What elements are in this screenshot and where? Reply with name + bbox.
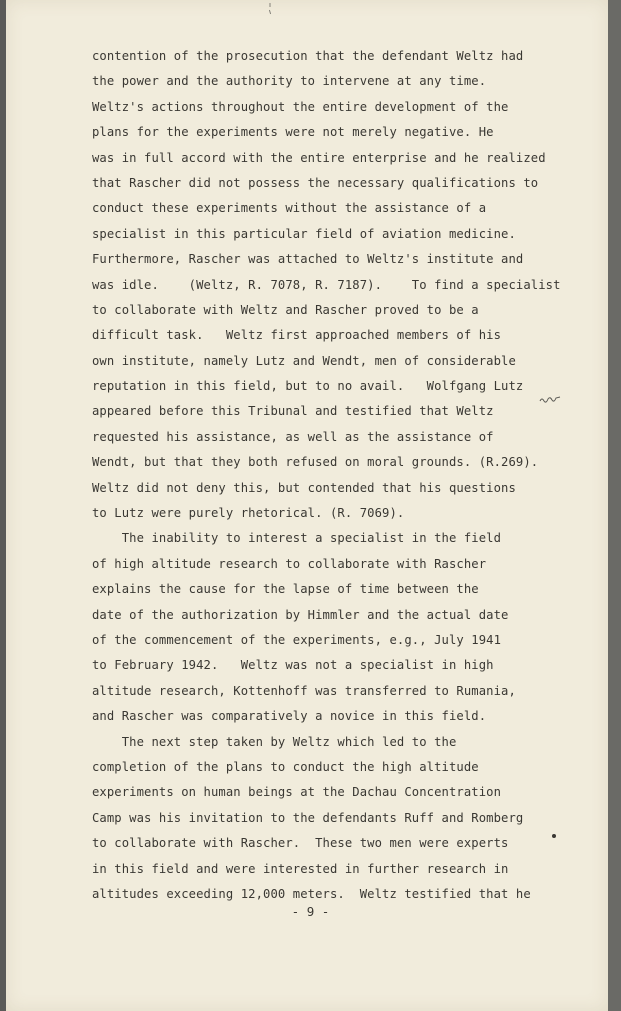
text-line: own institute, namely Lutz and Wendt, men of considerable [92, 353, 516, 368]
text-line: Weltz did not deny this, but contended that his questions [92, 480, 516, 495]
text-line: difficult task. Weltz first approached members of his [92, 328, 502, 343]
text-line: requested his assistance, as well as the assistance of [92, 429, 494, 444]
text-line: plans for the experiments were not merely negative. He [92, 125, 494, 140]
paragraph-3 [92, 730, 562, 908]
text-line: that Rascher did not possess the necessary qualifications to [92, 175, 539, 190]
text-line: explains the cause for the lapse of time between the [92, 582, 479, 597]
text-line: to collaborate with Rascher. These two men were experts [92, 836, 509, 851]
text-line: altitudes exceeding 12,000 meters. Weltz testified that he [92, 886, 531, 901]
margin-dot-icon [552, 834, 556, 838]
text-line: was idle. (Weltz, R. 7078, R. 7187). To find a specialist [92, 277, 561, 292]
page-number: - 9 - [291, 904, 330, 919]
text-line: to Lutz were purely rhetorical. (R. 7069). [92, 506, 405, 521]
text-line: date of the authorization by Himmler and the actual date [92, 607, 509, 622]
text-line: Weltz's actions throughout the entire development of the [92, 99, 509, 114]
text-line: specialist in this particular field of aviation medicine. [92, 226, 516, 241]
text-line: experiments on human beings at the Dachau Concentration [92, 785, 502, 800]
text-line: completion of the plans to conduct the high altitude [92, 759, 479, 774]
handwritten-margin-mark-icon [538, 392, 562, 406]
text-line: Camp was his invitation to the defendants Ruff and Romberg [92, 810, 524, 825]
text-line: appeared before this Tribunal and testified that Weltz [92, 404, 494, 419]
text-line: Furthermore, Rascher was attached to Weltz's institute and [92, 252, 524, 267]
text-line: Wendt, but that they both refused on moral grounds. (R.269). [92, 455, 539, 470]
text-line: and Rascher was comparatively a novice in this field. [92, 709, 487, 724]
text-line: of high altitude research to collaborate with Rascher [92, 556, 487, 571]
scan-background-edge [608, 0, 621, 1011]
text-line: conduct these experiments without the assistance of a [92, 201, 487, 216]
text-line: to February 1942. Weltz was not a specialist in high [92, 658, 494, 673]
text-line: reputation in this field, but to no avail. Wolfgang Lutz [92, 379, 524, 394]
text-line: The inability to interest a specialist in the field [92, 531, 502, 546]
text-line: the power and the authority to intervene at any time. [92, 74, 487, 89]
text-line: was in full accord with the entire enterprise and he realized [92, 150, 546, 165]
text-line: in this field and were interested in further research in [92, 861, 509, 876]
paragraph-2 [92, 526, 562, 729]
text-line: The next step taken by Weltz which led to the [92, 734, 457, 749]
document-body [92, 44, 562, 907]
text-line: altitude research, Kottenhoff was transferred to Rumania, [92, 683, 516, 698]
paragraph-1 [92, 44, 562, 526]
text-line: of the commencement of the experiments, e.g., July 1941 [92, 632, 502, 647]
text-line: to collaborate with Weltz and Rascher proved to be a [92, 302, 479, 317]
text-line: contention of the prosecution that the defendant Weltz had [92, 49, 524, 63]
pencil-mark-icon [268, 2, 272, 16]
